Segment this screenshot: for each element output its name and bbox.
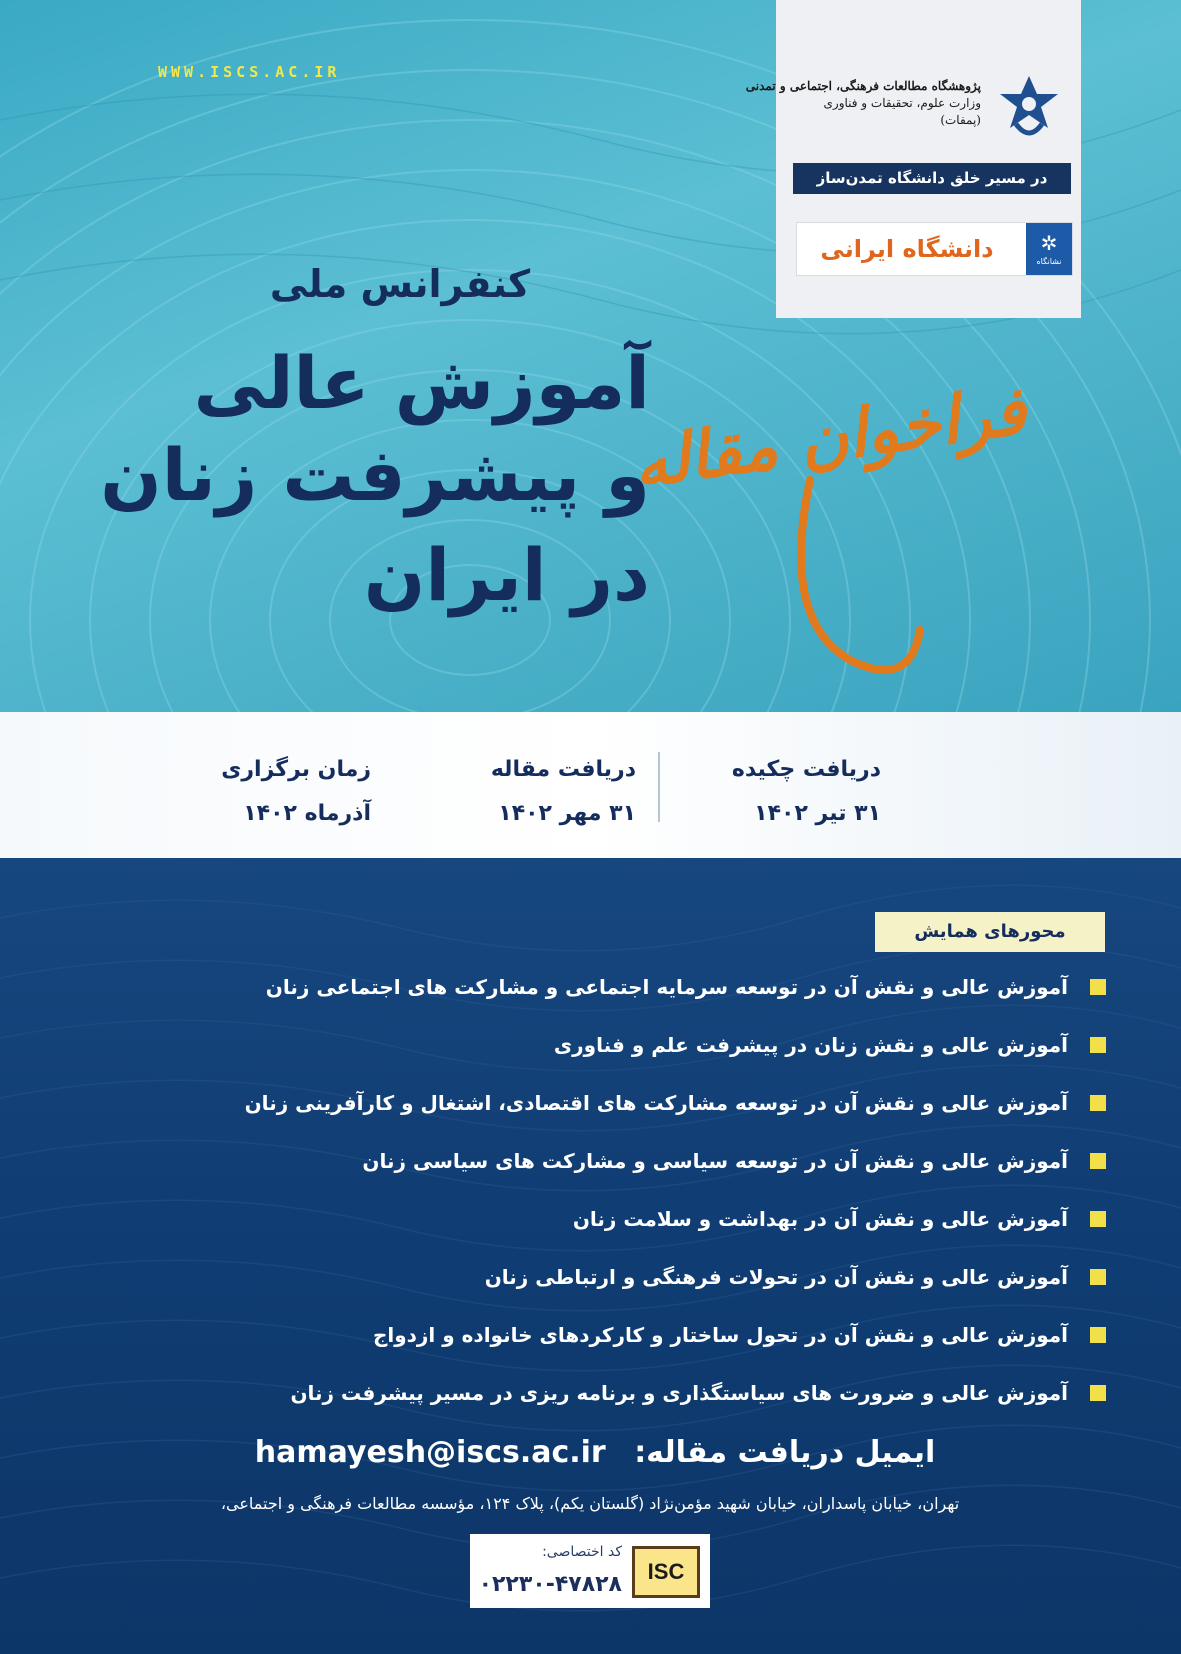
- email-link[interactable]: hamayesh@iscs.ac.ir: [254, 1435, 606, 1470]
- university-mark: [1026, 223, 1072, 275]
- isc-code-label: کد اختصاصی:: [542, 1544, 622, 1560]
- date-abstract-label: دریافت چکیده: [731, 757, 881, 782]
- conference-label: کنفرانس ملی: [269, 262, 531, 306]
- bullet-square-icon: [1090, 1095, 1106, 1111]
- institute-emblem-icon: [996, 74, 1062, 144]
- list-item: [156, 1132, 1106, 1190]
- call-for-papers-calligraphy: [628, 330, 1031, 710]
- topic-text: آموزش عالی و نقش زنان در پیشرفت علم و فناوری: [553, 1033, 1068, 1057]
- university-logo-text: دانشگاه ایرانی: [820, 235, 994, 263]
- list-item: [156, 1016, 1106, 1074]
- axes-heading: محورهای همایش: [875, 912, 1105, 952]
- dates-bar: [0, 712, 1181, 858]
- topic-text: آموزش عالی و نقش آن در بهداشت و سلامت زنان: [572, 1207, 1068, 1231]
- topic-text: آموزش عالی و نقش آن در توسعه سیاسی و مشارکت های سیاسی زنان: [362, 1149, 1068, 1173]
- topic-list: [156, 958, 1106, 1422]
- conference-title-line1: آموزش عالی: [193, 341, 650, 425]
- institute-name: [745, 78, 981, 129]
- date-paper: [491, 748, 636, 836]
- date-abstract: [732, 748, 881, 836]
- slogan-banner: در مسیر خلق دانشگاه تمدن‌ساز: [793, 163, 1071, 194]
- isc-badge: [470, 1534, 710, 1608]
- list-item: [156, 958, 1106, 1016]
- list-item: [156, 1306, 1106, 1364]
- call-for-papers-text: فراخوان مقاله: [628, 370, 1031, 504]
- address: تهران، خیابان پاسداران، خیابان شهید مؤمن‌نژاد (گلستان یکم)، پلاک ۱۲۴، مؤسسه مطالعات فرهنگی و اجتماعی،: [220, 1494, 960, 1513]
- university-logo-small: نشانگاه: [1036, 257, 1062, 266]
- conference-title-line3: در ایران: [363, 533, 650, 617]
- topic-text: آموزش عالی و ضرورت های سیاستگذاری و برنامه ریزی در مسیر پیشرفت زنان: [290, 1381, 1068, 1405]
- date-abstract-value: ۳۱ تیر ۱۴۰۲: [754, 801, 881, 826]
- bullet-square-icon: [1090, 1037, 1106, 1053]
- logo-panel: [745, 0, 1081, 318]
- university-logo: [796, 222, 1073, 276]
- email-label: ایمیل دریافت مقاله:: [634, 1435, 936, 1470]
- bullet-square-icon: [1090, 1385, 1106, 1401]
- date-paper-label: دریافت مقاله: [490, 757, 636, 782]
- university-emblem-icon: ✲: [1040, 231, 1058, 255]
- conference-title-line2: و پیشرفت زنان: [100, 433, 650, 517]
- isc-logo: ISC: [632, 1546, 700, 1598]
- bullet-square-icon: [1090, 1269, 1106, 1285]
- list-item: [156, 1364, 1106, 1422]
- topic-text: آموزش عالی و نقش آن در تحولات فرهنگی و ارتباطی زنان: [484, 1265, 1068, 1289]
- date-event-label: زمان برگزاری: [221, 757, 371, 782]
- bullet-square-icon: [1090, 979, 1106, 995]
- institute-name-line2: وزارت علوم، تحقیقات و فناوری: [823, 96, 981, 110]
- bullet-square-icon: [1090, 1327, 1106, 1343]
- date-paper-value: ۳۱ مهر ۱۴۰۲: [498, 801, 636, 826]
- date-divider: [658, 752, 660, 822]
- date-event: [221, 748, 371, 836]
- topic-text: آموزش عالی و نقش آن در توسعه مشارکت های اقتصادی، اشتغال و کارآفرینی زنان: [244, 1091, 1068, 1115]
- list-item: [156, 1248, 1106, 1306]
- institute-name-line1: پژوهشگاه مطالعات فرهنگی، اجتماعی و تمدنی: [745, 79, 981, 93]
- topic-text: آموزش عالی و نقش آن در تحول ساختار و کارکردهای خانواده و ازدواج: [372, 1323, 1068, 1347]
- bullet-square-icon: [1090, 1153, 1106, 1169]
- website-url[interactable]: WWW.ISCS.AC.IR: [158, 63, 341, 81]
- date-event-value: آذرماه ۱۴۰۲: [243, 801, 371, 826]
- list-item: [156, 1190, 1106, 1248]
- isc-code: ۰۲۲۳۰-۴۷۸۲۸: [478, 1572, 622, 1597]
- bullet-square-icon: [1090, 1211, 1106, 1227]
- institute-name-line3: (پمفات): [940, 113, 981, 127]
- list-item: [156, 1074, 1106, 1132]
- email-line: [180, 1435, 1010, 1470]
- topic-text: آموزش عالی و نقش آن در توسعه سرمایه اجتماعی و مشارکت های اجتماعی زنان: [265, 975, 1068, 999]
